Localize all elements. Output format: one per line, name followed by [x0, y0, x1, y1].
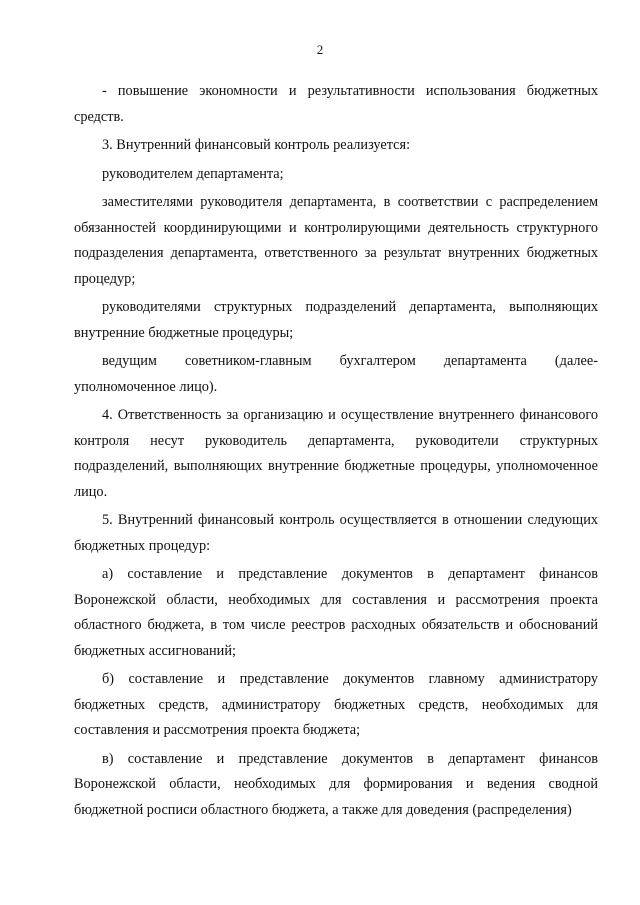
document-body: [74, 79, 598, 823]
paragraph-item-a: а) составление и представление документов в департамент финансов Воронежской области, необходимых для составления и рассмотрения проекта областного бюджета, в том числе реестров расходных обязательств и обоснований бюджетных ассигнований;: [74, 566, 598, 659]
paragraph-unit-heads: руководителями структурных подразделений департамента, выполняющих внутренние бюджетные процедуры;: [74, 299, 598, 341]
paragraph-section-4: 4. Ответственность за организацию и осуществление внутреннего финансового контроля несут руководитель департамента, руководители структурных подразделений, выполняющих внутренние бюджетные процедуры, уполномоченное лицо.: [74, 407, 598, 500]
paragraph-item-c: в) составление и представление документов в департамент финансов Воронежской области, необходимых для формирования и ведения сводной бюджетной росписи областного бюджета, а также для доведения (распределения): [74, 750, 598, 818]
paragraph-deputies: заместителями руководителя департамента, в соответствии с распределением обязанностей координирующими и контролирующими деятельность структурного подразделения департамента, ответственного за результат внутренних бюджетных процедур;: [74, 194, 598, 287]
paragraph-section-5: 5. Внутренний финансовый контроль осуществляется в отношении следующих бюджетных процедур:: [74, 512, 598, 554]
paragraph-chief-accountant: ведущим советником-главным бухгалтером департамента (далее-уполномоченное лицо).: [74, 353, 598, 395]
paragraph-head-of-department: руководителем департамента;: [102, 165, 284, 182]
paragraph-section-3: 3. Внутренний финансовый контроль реализуется:: [102, 137, 411, 153]
paragraph-item-b: б) составление и представление документов главному администратору бюджетных средств, администратору бюджетных средств, необходимых для составления и рассмотрения проекта бюджета;: [74, 671, 598, 738]
page-number: 2: [316, 42, 324, 57]
paragraph-efficiency: - повышение экономности и результативности использования бюджетных средств.: [74, 83, 598, 125]
